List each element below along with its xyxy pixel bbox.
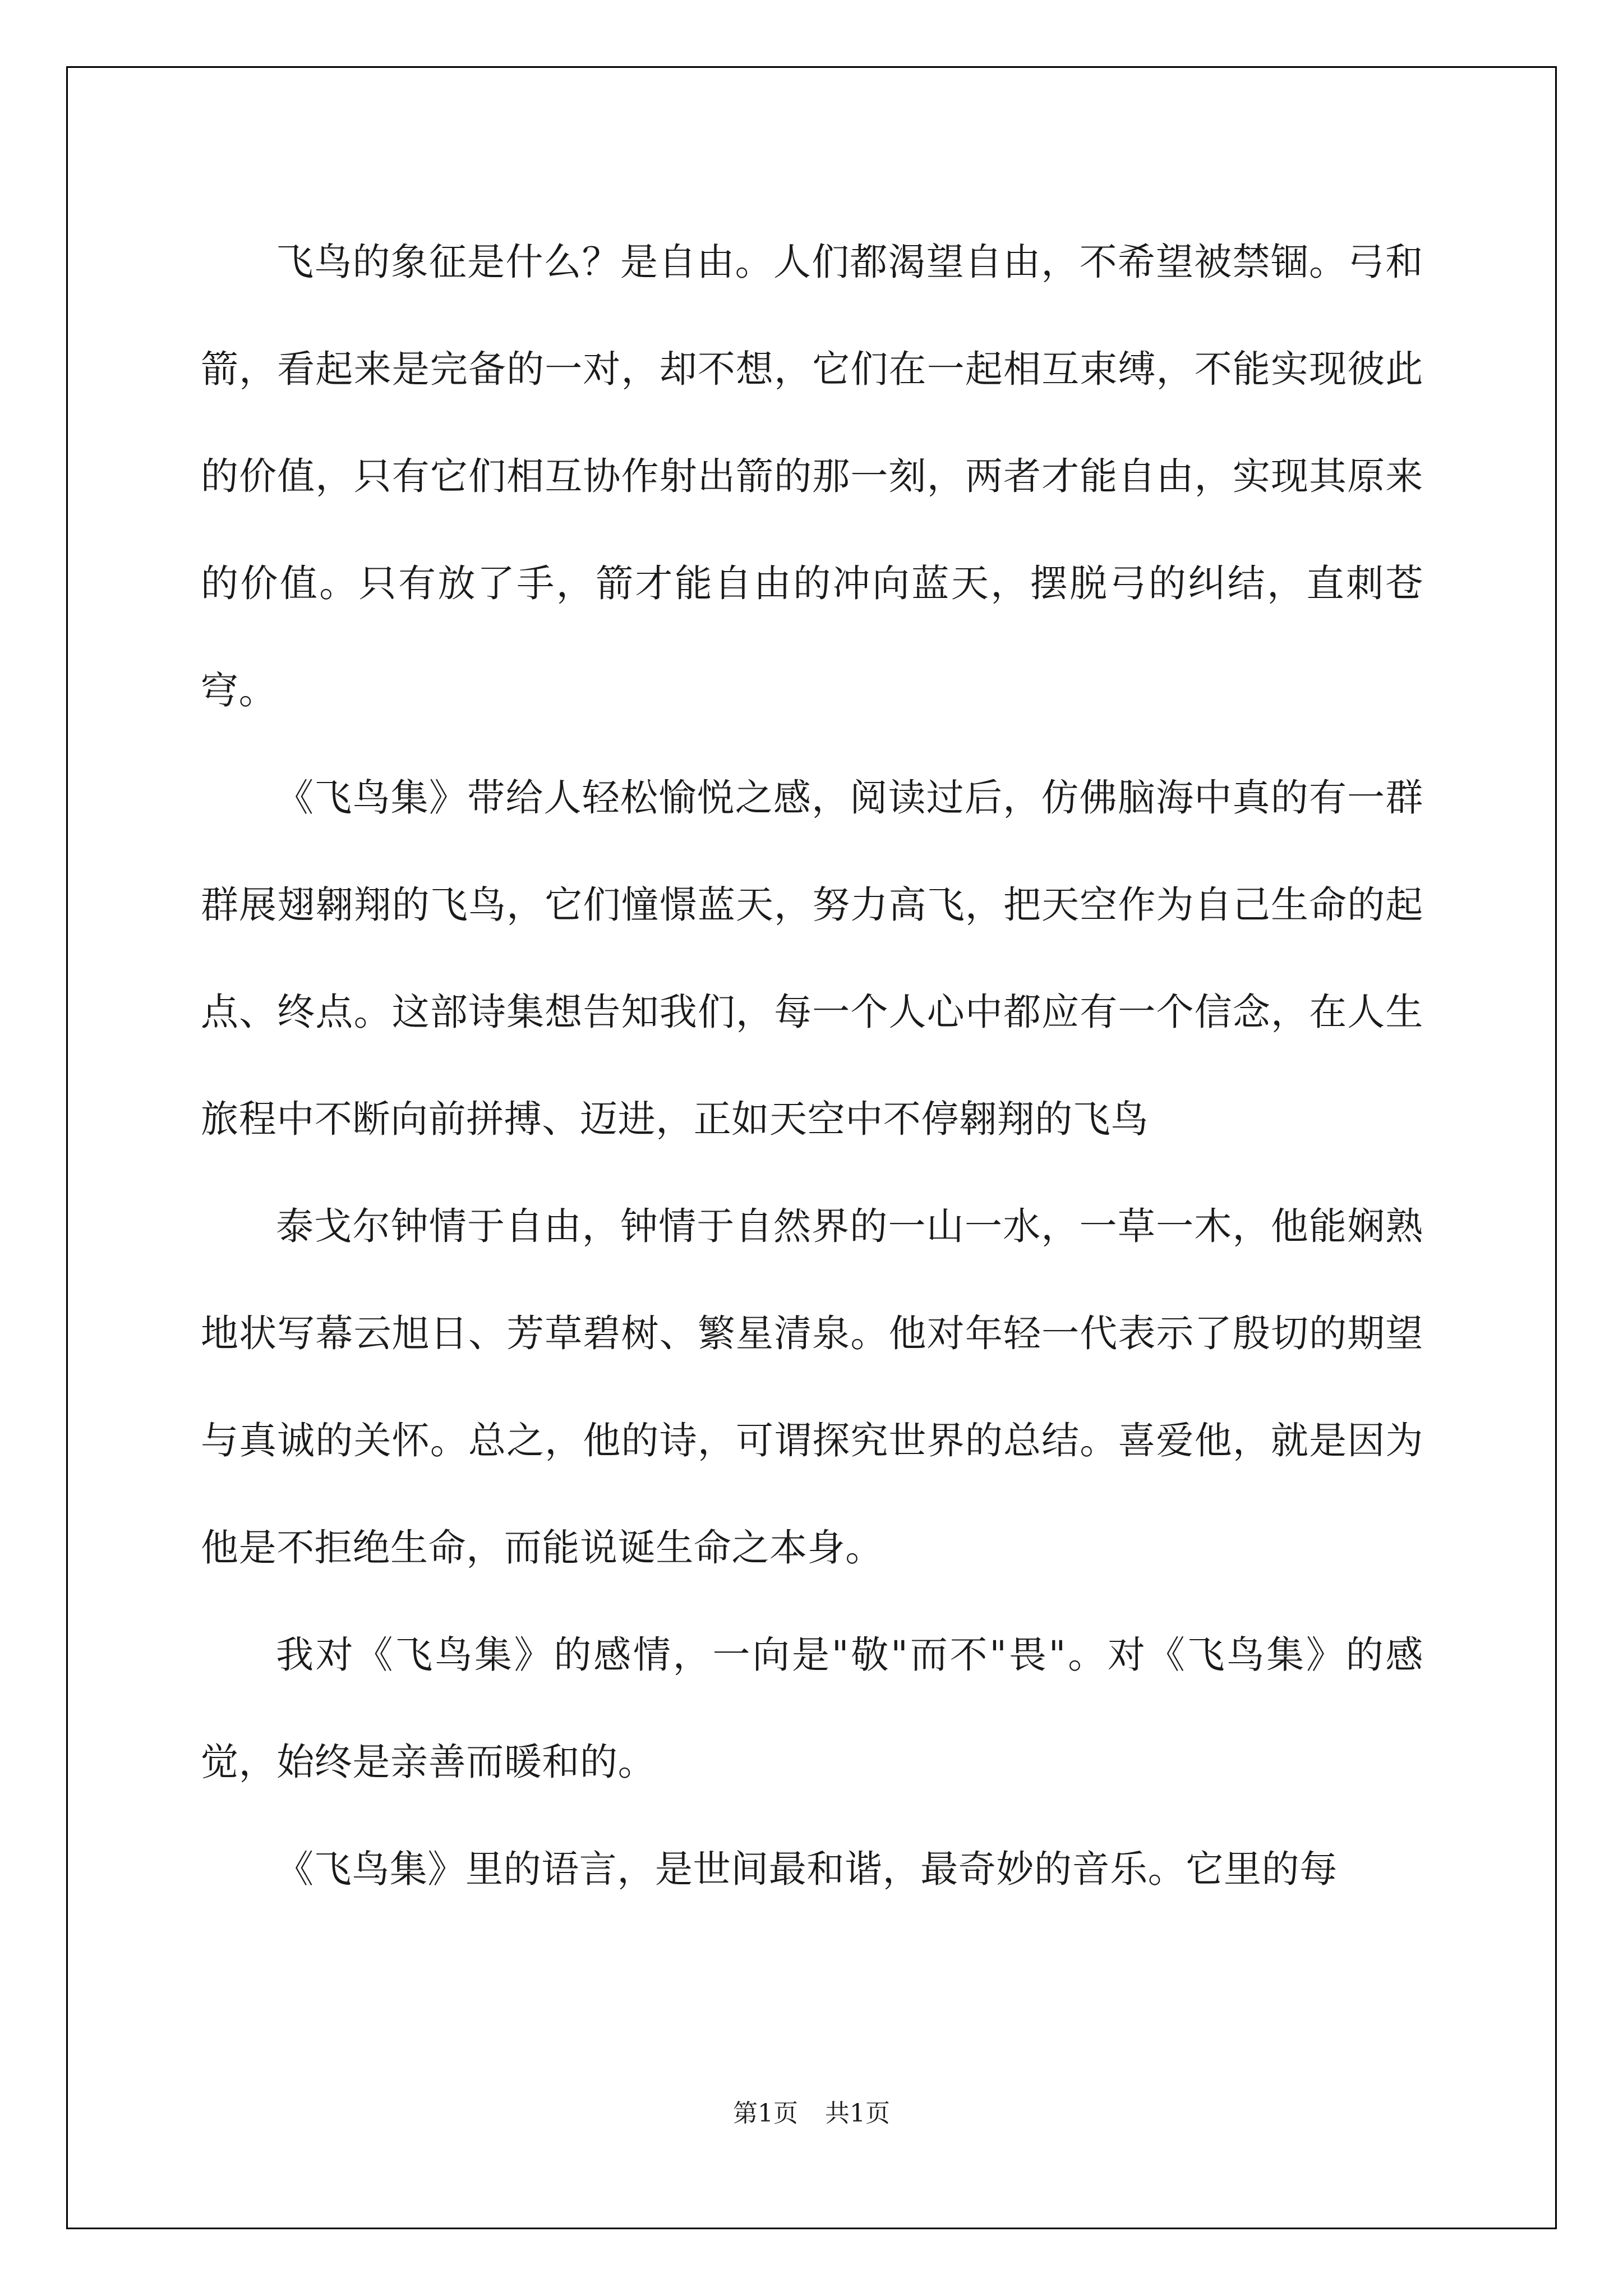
page-footer xyxy=(0,2097,1623,2131)
paragraph-4: 我对《飞鸟集》的感情，一向是"敬"而不"畏"。对《飞鸟集》的感觉，始终是亲善而暖和的。 xyxy=(201,1633,1423,1784)
document-body xyxy=(201,209,1423,1923)
page-number-total: 共1页 xyxy=(825,2099,890,2128)
page-number-current: 第1页 xyxy=(733,2099,798,2128)
paragraph-2: 《飞鸟集》带给人轻松愉悦之感，阅读过后，仿佛脑海中真的有一群群展翅翱翔的飞鸟，它们憧憬蓝天，努力高飞，把天空作为自己生命的起点、终点。这部诗集想告知我们，每一个人心中都应有一个信念，在人生旅程中不断向前拼搏、迈进，正如天空中不停翱翔的飞鸟 xyxy=(201,776,1423,1141)
paragraph-5: 《飞鸟集》里的语言，是世间最和谐，最奇妙的音乐。它里的每 xyxy=(276,1847,1338,1891)
paragraph-1: 飞鸟的象征是什么？是自由。人们都渴望自由，不希望被禁锢。弓和箭，看起来是完备的一对，却不想，它们在一起相互束缚，不能实现彼此的价值，只有它们相互协作射出箭的那一刻，两者才能自由，实现其原来的价值。只有放了手，箭才能自由的冲向蓝天，摆脱弓的纠结，直刺苍穹。 xyxy=(201,240,1423,712)
paragraph-3: 泰戈尔钟情于自由，钟情于自然界的一山一水，一草一木，他能娴熟地状写幕云旭日、芳草碧树、繁星清泉。他对年轻一代表示了殷切的期望与真诚的关怀。总之，他的诗，可谓探究世界的总结。喜爱他，就是因为他是不拒绝生命，而能说诞生命之本身。 xyxy=(201,1204,1423,1570)
